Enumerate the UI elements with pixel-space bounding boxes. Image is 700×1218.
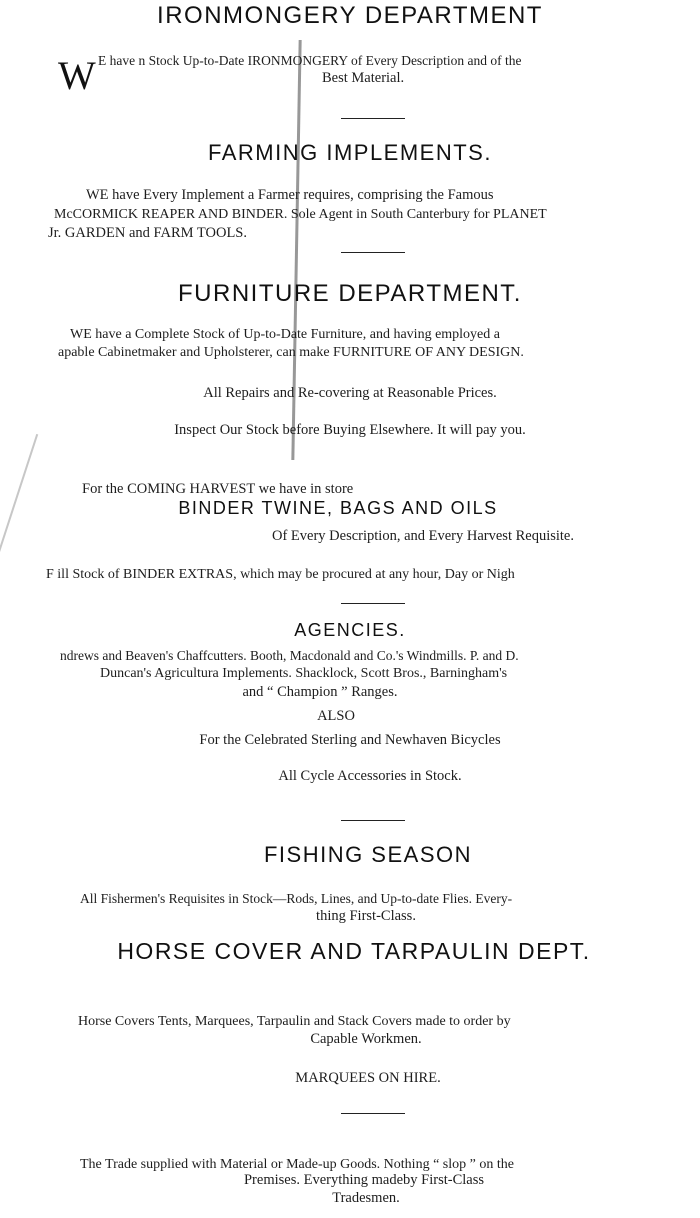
trade-text-line-3: Tradesmen.: [332, 1190, 400, 1206]
ironmongery-text-line-1: E have n Stock Up-to-Date IRONMONGERY of Every Description and of the: [98, 53, 522, 68]
harvest-text-line-2: Of Every Description, and Every Harvest Requisite.: [272, 528, 574, 544]
farming-text-line-1: WE have Every Implement a Farmer requires, comprising the Famous: [86, 187, 494, 203]
agencies-text-line-4: ALSO: [317, 708, 355, 724]
furniture-text-line-1: WE have a Complete Stock of Up-to-Date Furniture, and having employed a: [70, 327, 500, 342]
agencies-text-line-3: and “ Champion ” Ranges.: [242, 684, 398, 700]
farming-text-line-2: McCORMICK REAPER AND BINDER. Sole Agent in South Canterbury for PLANET: [54, 207, 547, 222]
horse-cover-heading: HORSE COVER AND TARPAULIN DEPT.: [117, 938, 591, 964]
horse-cover-text-line-1: Horse Covers Tents, Marquees, Tarpaulin and Stack Covers made to order by: [78, 1014, 511, 1029]
furniture-heading: FURNITURE DEPARTMENT.: [178, 280, 522, 307]
agencies-text-line-2: Duncan's Agricultura Implements. Shacklock, Scott Bros., Barningham's: [100, 666, 508, 681]
fishing-heading: FISHING SEASON: [263, 842, 473, 867]
fishing-text-line-2: thing First-Class.: [316, 908, 416, 924]
furniture-text-line-3: All Repairs and Re-covering at Reasonable Prices.: [203, 385, 497, 401]
divider-rule: [341, 252, 405, 253]
trade-text-line-2: Premises. Everything madeby First-Class: [243, 1172, 485, 1188]
agencies-text-line-5: For the Celebrated Sterling and Newhaven Bicycles: [199, 732, 501, 748]
horse-cover-text-line-3: MARQUEES ON HIRE.: [295, 1070, 441, 1086]
fishing-text-line-1: All Fishermen's Requisites in Stock—Rods, Lines, and Up-to-date Flies. Every-: [80, 891, 513, 906]
furniture-text-line-4: Inspect Our Stock before Buying Elsewhere. It will pay you.: [174, 422, 526, 438]
divider-rule: [341, 118, 405, 119]
divider-rule: [341, 820, 405, 821]
ironmongery-dropcap: W: [58, 53, 96, 98]
horse-cover-text-line-2: Capable Workmen.: [310, 1031, 422, 1047]
divider-rule: [341, 1113, 405, 1114]
ironmongery-text-line-2: Best Material.: [322, 70, 405, 86]
harvest-text-line-1: For the COMING HARVEST we have in store: [82, 481, 354, 497]
agencies-text-line-6: All Cycle Accessories in Stock.: [278, 768, 462, 784]
agencies-text-line-1: ndrews and Beaven's Chaffcutters. Booth, Macdonald and Co.'s Windmills. P. and D.: [60, 648, 519, 663]
trade-text-line-1: The Trade supplied with Material or Made-up Goods. Nothing “ slop ” on the: [80, 1157, 514, 1172]
agencies-heading: AGENCIES.: [294, 620, 406, 640]
farming-heading: FARMING IMPLEMENTS.: [208, 140, 492, 165]
harvest-text-line-3: F ill Stock of BINDER EXTRAS, which may be procured at any hour, Day or Nigh: [46, 567, 515, 582]
ironmongery-heading: IRONMONGERY DEPARTMENT: [157, 2, 543, 29]
harvest-heading: BINDER TWINE, BAGS AND OILS: [178, 498, 498, 518]
divider-rule: [341, 603, 405, 604]
farming-text-line-3: Jr. GARDEN and FARM TOOLS.: [48, 225, 247, 241]
furniture-text-line-2: apable Cabinetmaker and Upholsterer, can make FURNITURE OF ANY DESIGN.: [58, 345, 524, 360]
